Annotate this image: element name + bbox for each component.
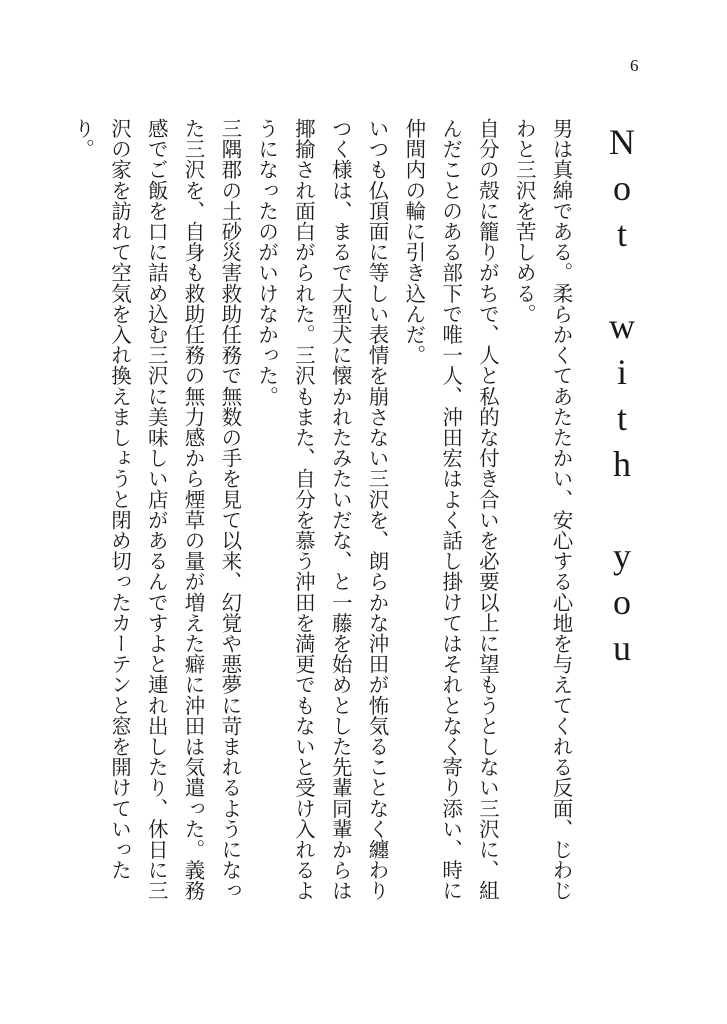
chapter-title: Not with you: [602, 122, 642, 674]
paragraph-2: 自分の殻に籠りがちで、人と私的な付き合いを必要以上に望もうとしない三沢に、組んだことのある部下で唯一人、沖田宏はよく話し掛けてはそれとなく寄り添い、時に仲間内の輪に引き込んだ。: [401, 118, 500, 901]
body-text: [64, 118, 579, 908]
paragraph-3: いつも仏頂面に等しい表情を崩さない三沢を、朗らかな沖田が怖気ることなく纏わりつく様は、まるで大型犬に懐かれたみたいだな、と一藤を始めとした先輩同輩からは揶揄され面白がられた。三沢もまた、自分を慕う沖田を満更でもないと受け入れるようになったのがいけなかった。: [254, 118, 390, 901]
page-number: 6: [630, 56, 639, 75]
paragraph-4: 三隅郡の土砂災害救助任務で無数の手を見て以来、幻覚や悪夢に苛まれるようになった三沢を、自身も救助任務の無力感から煙草の量が増えた癖に沖田は気遣った。義務感でご飯を口に詰め込む三沢に美味しい店があるんですよと連れ出したり、休日に三沢の家を訪れて空気を入れ換えましょうと閉め切ったカーテンと窓を開けていったり。: [70, 118, 242, 901]
paragraph-1: 男は真綿である。柔らかくてあたたかい、安心する心地を与えてくれる反面、じわじわと三沢を苦しめる。: [512, 118, 573, 901]
